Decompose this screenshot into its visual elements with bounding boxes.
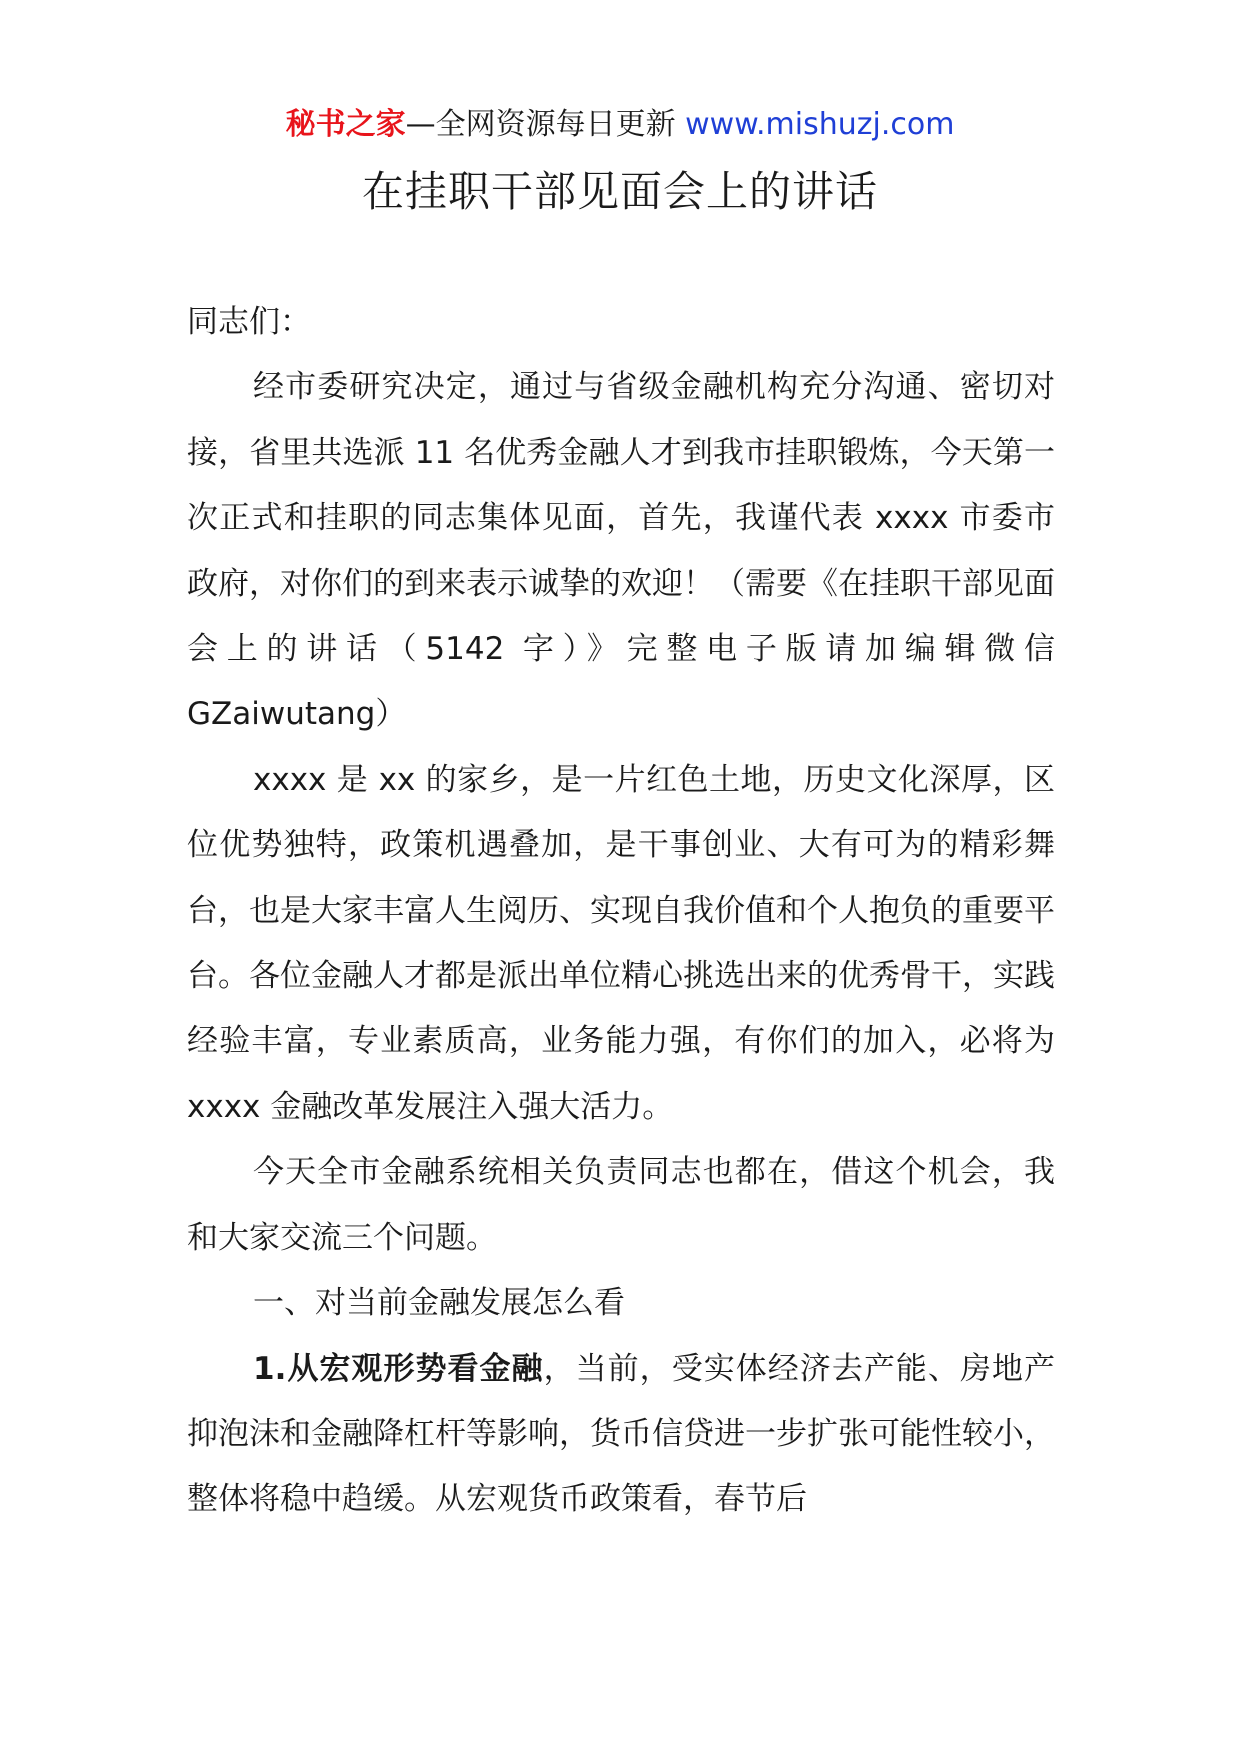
paragraph-1: 经市委研究决定，通过与省级金融机构充分沟通、密切对接，省里共选派 11 名优秀金融人才到我市挂职锻炼，今天第一次正式和挂职的同志集体见面，首先，我谨代表 xxxx 市委市政府，对你们的到来表示诚挚的欢迎！（需要《在挂职干部见面会上的讲话（5142 字）》完整电子版请加编辑微信 GZaiwutang） — [187, 369, 1055, 733]
section-heading: 一、对当前金融发展怎么看 — [253, 1285, 625, 1322]
site-tagline: —全网资源每日更新 — [405, 107, 686, 142]
paragraph-2: xxxx 是 xx 的家乡，是一片红色土地，历史文化深厚，区位优势独特，政策机遇叠加，是干事创业、大有可为的精彩舞台，也是大家丰富人生阅历、实现自我价值和个人抱负的重要平台。各位金融人才都是派出单位精心挑选出来的优秀骨干，实践经验丰富，专业素质高，业务能力强，有你们的加入，必将为 xxxx 金融改革发展注入强大活力。 — [187, 761, 1055, 1125]
paragraph-3: 今天全市金融系统相关负责同志也都在，借这个机会，我和大家交流三个问题。 — [187, 1154, 1055, 1256]
subsection-paragraph — [187, 1337, 1055, 1533]
document-body — [187, 290, 1055, 1533]
site-header — [0, 98, 1240, 152]
salutation: 同志们： — [187, 304, 311, 340]
subsection-text: ，当前，受实体经济去产能、房地产抑泡沫和金融降杠杆等影响，货币信贷进一步扩张可能性较小，整体将稳中趋缓。从宏观货币政策看，春节后 — [187, 1350, 1055, 1518]
site-url-link[interactable]: www.mishuzj.com — [685, 107, 955, 142]
subsection-lead: 1.从宏观形势看金融 — [253, 1350, 544, 1387]
site-brand: 秘书之家 — [285, 107, 406, 142]
document-title: 在挂职干部见面会上的讲话 — [361, 167, 878, 216]
